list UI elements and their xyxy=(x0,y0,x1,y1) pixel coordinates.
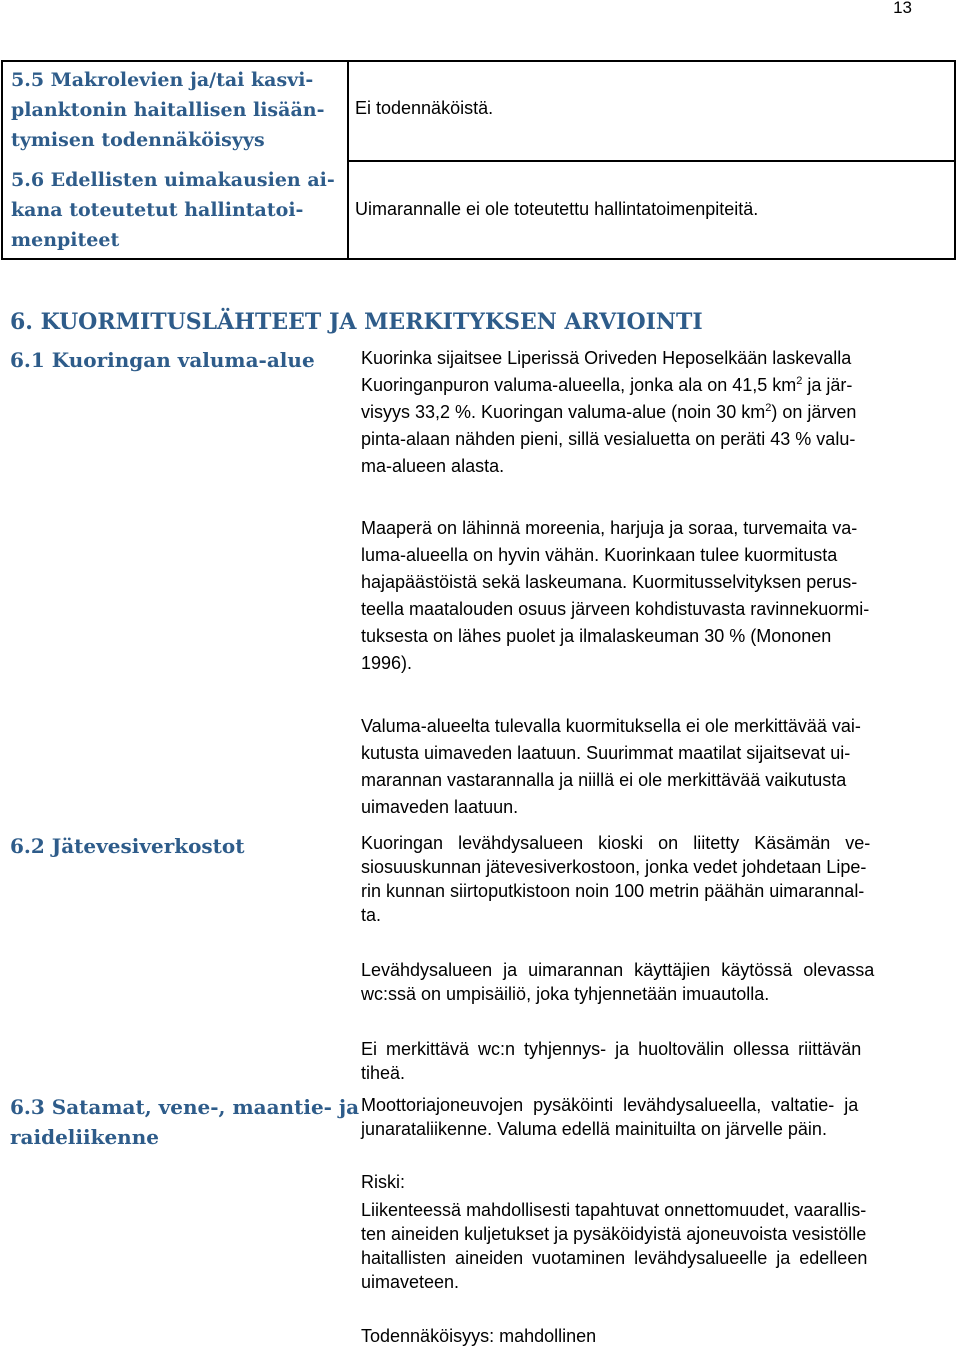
text-line: rin kunnan siirtoputkistoon noin 100 metrin päähän uimarannal- xyxy=(361,881,865,901)
section-5-5-text: Ei todennäköistä. xyxy=(355,98,494,118)
text-line: hajapäästöistä sekä laskeumana. Kuormitusselvityksen perus- xyxy=(361,572,858,592)
text-line: ta. xyxy=(361,905,382,925)
text-span: ja jär- xyxy=(802,375,853,395)
text-span: ) on järven xyxy=(771,402,857,422)
probability-statement: Todennäköisyys: mahdollinen xyxy=(361,1326,597,1346)
text-line xyxy=(361,372,941,399)
text-line: tuksesta on lähes puolet ja ilmalaskeuman 30 % (Mononen xyxy=(361,626,832,646)
text-line: Ei merkittävä wc:n tyhjennys- ja huoltovälin ollessa riittävän xyxy=(361,1039,862,1059)
superscript: 2 xyxy=(796,375,803,387)
text-line xyxy=(361,399,941,426)
section-6-title: 6. KUORMITUSLÄHTEET JA MERKITYKSEN ARVIOINTI xyxy=(10,309,703,335)
text-line: Moottoriajoneuvojen pysäköinti levähdysalueella, valtatie- ja xyxy=(361,1095,859,1115)
heading-line: tymisen todennäköisyys xyxy=(11,129,265,151)
section-6-3-paragraph-1 xyxy=(361,1093,945,1141)
text-line: ten aineiden kuljetukset ja pysäköidyistä ajoneuvoista vesistölle xyxy=(361,1224,867,1244)
section-6-2-paragraph-2 xyxy=(361,958,945,1006)
table-row-divider xyxy=(347,160,954,162)
section-6-1-paragraph-1 xyxy=(361,345,941,480)
text-span: Kuoringanpuron valuma-alueella, jonka ala on 41,5 km xyxy=(361,375,797,395)
text-line: teella maatalouden osuus järveen kohdistuvasta ravinnekuormi- xyxy=(361,599,870,619)
text-line: wc:ssä on umpisäiliö, joka tyhjennetään imuautolla. xyxy=(361,984,770,1004)
heading-line: raideliikenne xyxy=(10,1125,159,1149)
text-line: junarataliikenne. Valuma edellä mainituilta on järvelle päin. xyxy=(361,1119,827,1139)
section-5-6-text: Uimarannalle ei ole toteutettu hallintatoimenpiteitä. xyxy=(355,199,759,219)
text-line: Liikenteessä mahdollisesti tapahtuvat onnettomuudet, vaarallis- xyxy=(361,1200,867,1220)
section-6-2-paragraph-1 xyxy=(361,831,945,927)
text-line: uimaveden laatuun. xyxy=(361,797,519,817)
text-line: Kuorinka sijaitsee Liperissä Oriveden Heposelkään laskevalla xyxy=(361,348,852,368)
heading-line: kana toteutetut hallintatoi- xyxy=(11,199,304,221)
text-line: Levähdysalueen ja uimarannan käyttäjien käytössä olevassa xyxy=(361,960,875,980)
text-line: kutusta uimaveden laatuun. Suurimmat maatilat sijaitsevat ui- xyxy=(361,743,851,763)
assessment-table xyxy=(1,60,956,260)
heading-line: 5.6 Edellisten uimakausien ai- xyxy=(11,169,335,191)
section-5-5-heading xyxy=(11,65,341,155)
section-6-1-heading: 6.1 Kuoringan valuma-alue xyxy=(10,348,315,372)
section-5-6-heading xyxy=(11,165,341,255)
section-6-3-heading xyxy=(10,1092,359,1152)
section-6-3-paragraph-2 xyxy=(361,1198,945,1294)
text-line: haitallisten aineiden vuotaminen levähdysalueelle ja edelleen xyxy=(361,1248,868,1268)
text-line: siosuuskunnan jätevesiverkostoon, jonka vedet johdetaan Lipe- xyxy=(361,857,867,877)
risk-label: Riski: xyxy=(361,1172,405,1192)
text-line: pinta-alaan nähden pieni, sillä vesialuetta on peräti 43 % valu- xyxy=(361,429,856,449)
section-6-2-paragraph-3 xyxy=(361,1037,945,1085)
section-6-2-heading: 6.2 Jätevesiverkostot xyxy=(10,834,245,858)
heading-line: 5.5 Makrolevien ja/tai kasvi- xyxy=(11,69,314,91)
text-line: Kuoringan levähdysalueen kioski on liitetty Käsämän ve- xyxy=(361,833,871,853)
text-span: visyys 33,2 %. Kuoringan valuma-alue (noin 30 km xyxy=(361,402,766,422)
heading-line: 6.3 Satamat, vene-, maantie- ja xyxy=(10,1095,360,1119)
text-line: uimaveteen. xyxy=(361,1272,460,1292)
section-6-1-paragraph-3 xyxy=(361,713,941,821)
text-line: luma-alueella on hyvin vähän. Kuorinkaan tulee kuormitusta xyxy=(361,545,838,565)
text-line: Valuma-alueelta tulevalla kuormituksella ei ole merkittävää vai- xyxy=(361,716,861,736)
text-line: ma-alueen alasta. xyxy=(361,456,505,476)
heading-line: planktonin haitallisen lisään- xyxy=(11,99,325,121)
text-line: 1996). xyxy=(361,653,413,673)
heading-line: menpiteet xyxy=(11,229,120,251)
section-6-1-paragraph-2 xyxy=(361,515,941,677)
superscript: 2 xyxy=(765,402,772,414)
page-number: 13 xyxy=(893,0,912,17)
text-line: tiheä. xyxy=(361,1063,406,1083)
text-line: marannan vastarannalla ja niillä ei ole merkittävää vaikutusta xyxy=(361,770,847,790)
text-line: Maaperä on lähinnä moreenia, harjuja ja soraa, turvemaita va- xyxy=(361,518,858,538)
